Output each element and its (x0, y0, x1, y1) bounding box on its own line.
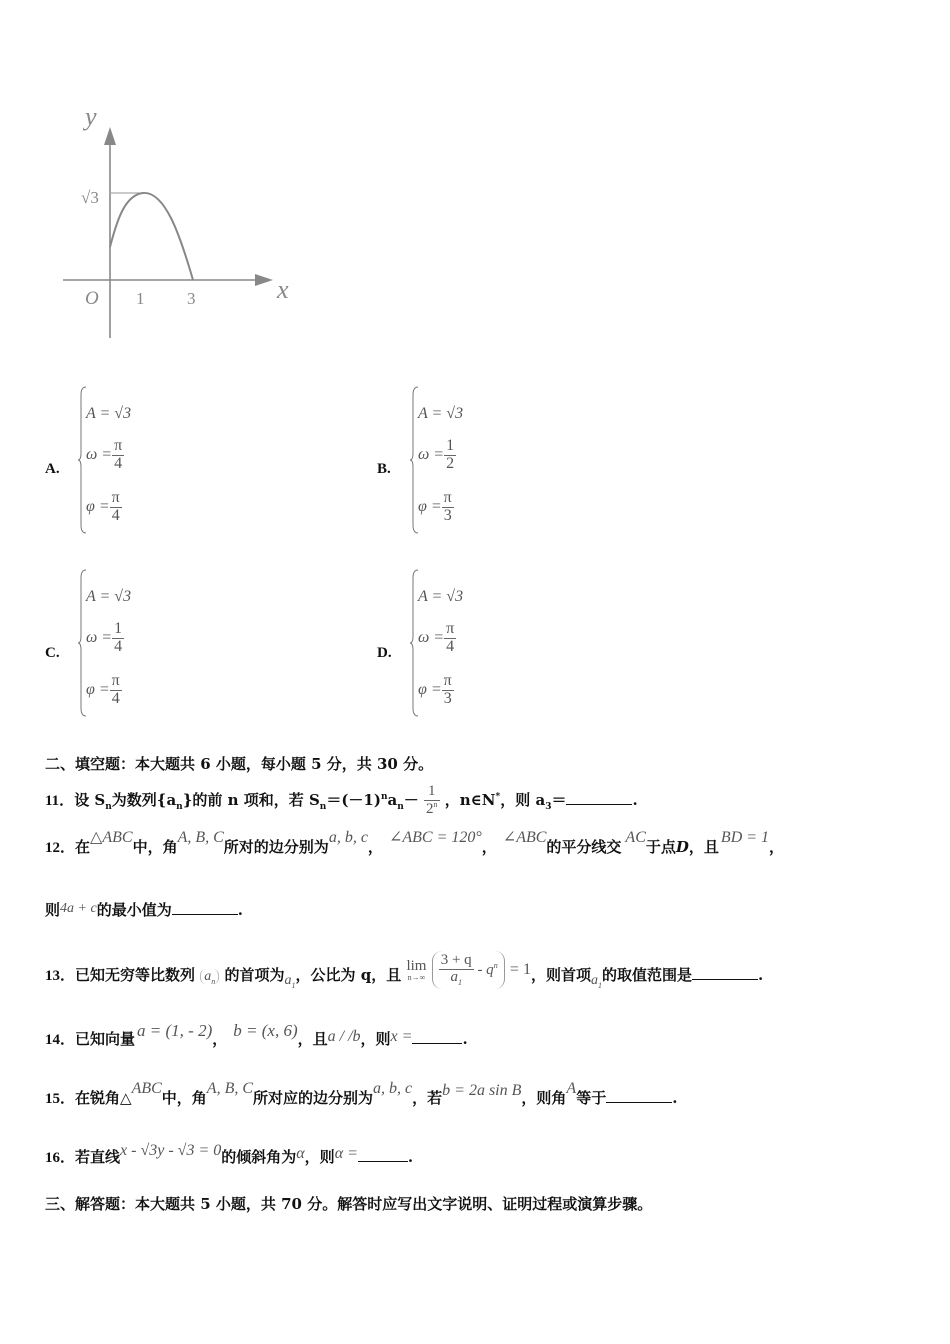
amplitude: A = √3 (418, 405, 464, 422)
x-axis-label: x (277, 275, 289, 304)
question-15: 15．在锐角△ABC中，角A, B, C所对应的边分别为a, b, c，若b = 2a sin B，则角A等于 . (45, 1080, 678, 1107)
y-axis-arrow (104, 127, 116, 145)
phi-row: φ = $\frac{\pi}{3}$ (418, 489, 452, 524)
option-label: B. (377, 461, 391, 477)
option-system (410, 385, 530, 535)
sine-graph (55, 95, 305, 345)
section-3-heading: 三、解答题：本大题共 5 小题，共 70 分。解答时应写出文字说明、证明过程或演算步骤。 (45, 1195, 653, 1213)
section-2-heading: 二、填空题：本大题共 6 小题，每小题 5 分，共 30 分。 (45, 755, 434, 773)
x-tick-1: 1 (136, 289, 145, 308)
question-11: 11．设 $S_n$为数列$\{a_n\}$的前 n 项和，若 $S_n=(-1)^na_n-$ $\frac{1}{2^n}$ ，n∈N*，则 $a_3=$ . (45, 783, 638, 817)
option-label: C. (45, 645, 60, 661)
option-system (410, 568, 530, 718)
amplitude: A = √3 (86, 405, 132, 422)
answer-blank[interactable] (692, 965, 758, 980)
omega-row: ω = $\frac{\pi}{4}$ (86, 437, 123, 472)
x-axis-arrow (255, 274, 273, 286)
question-12: 12．在△ABC中，角A, B, C所对的边分别为a, b, c，∠ABC = 120°，∠ABC的平分线交AC于点D，且BD = 1， (45, 829, 785, 856)
question-13: 13．已知无穷等比数列 $a_n$ 的首项为$a_1$，公比为 q，且 lim n→∞ $\frac{3 + q}{a_1}$ - $q^n = 1$，则首项$a_1$的取值范围是 . (45, 952, 764, 990)
answer-blank[interactable] (358, 1147, 408, 1162)
amplitude: A = √3 (418, 588, 464, 605)
y-axis-label: y (85, 102, 97, 131)
answer-blank[interactable] (566, 790, 632, 805)
omega-row: ω = $\frac{1}{2}$ (418, 437, 455, 472)
omega-row: ω = $\frac{\pi}{4}$ (418, 620, 455, 655)
y-tick-sqrt3: √3 (81, 188, 99, 207)
option-label: A. (45, 461, 60, 477)
sine-curve (110, 193, 193, 280)
phi-row: φ = $\frac{\pi}{4}$ (86, 489, 120, 524)
option-system (78, 568, 198, 718)
question-12-line-2: 则4a + c的最小值为 . (45, 901, 243, 919)
answer-blank[interactable] (172, 900, 238, 915)
x-tick-3: 3 (187, 289, 196, 308)
answer-blank[interactable] (412, 1029, 462, 1044)
question-16: 16．若直线x - √3y - √3 = 0的倾斜角为α，则α = . (45, 1142, 414, 1166)
answer-blank[interactable] (606, 1088, 672, 1103)
phi-row: φ = $\frac{\pi}{3}$ (418, 672, 452, 707)
option-label: D. (377, 645, 392, 661)
phi-row: φ = $\frac{\pi}{4}$ (86, 672, 120, 707)
question-14: 14．已知向量 a = (1, - 2)， b = (x, 6)，且a / /b，则x = . (45, 1021, 468, 1048)
option-system (78, 385, 198, 535)
amplitude: A = √3 (86, 588, 132, 605)
omega-row: ω = $\frac{1}{4}$ (86, 620, 123, 655)
origin-label: O (85, 288, 99, 309)
